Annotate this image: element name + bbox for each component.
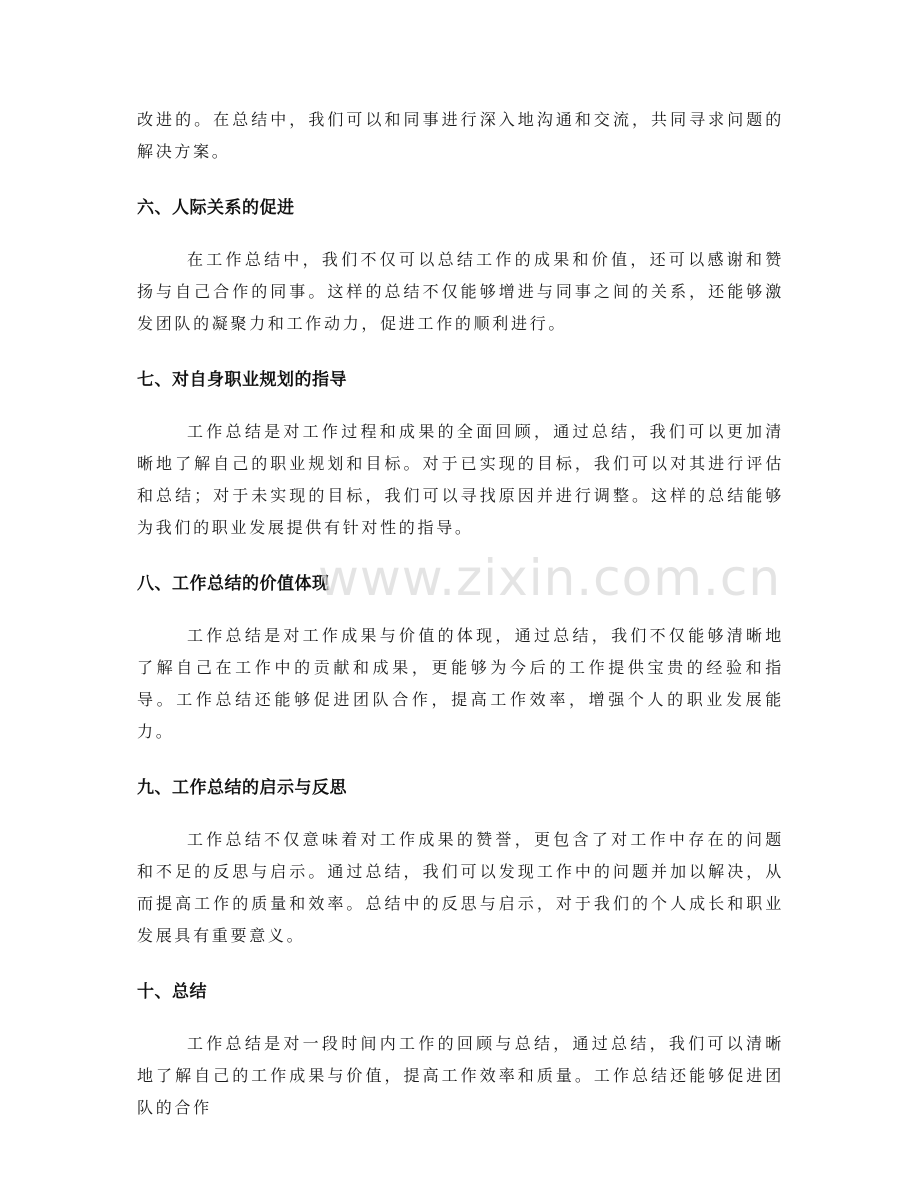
section-6-body: 在工作总结中，我们不仅可以总结工作的成果和价值，还可以感谢和赞扬与自己合作的同事。这样的总结不仅能够增进与同事之间的关系，还能够激发团队的凝聚力和工作动力，促进工作的顺利进行。 (137, 250, 784, 333)
section-7-body: 工作总结是对工作过程和成果的全面回顾，通过总结，我们可以更加清晰地了解自己的职业规划和目标。对于已实现的目标，我们可以对其进行评估和总结；对于未实现的目标，我们可以寻找原因并进行调整。这样的总结能够为我们的职业发展提供有针对性的指导。 (137, 422, 784, 537)
section-10-body: 工作总结是对一段时间内工作的回顾与总结，通过总结，我们可以清晰地了解自己的工作成果与价值，提高工作效率和质量。工作总结还能够促进团队的合作 (137, 1034, 784, 1117)
section-6-heading: 六、人际关系的促进 (137, 198, 295, 218)
intro-paragraph: 改进的。在总结中，我们可以和同事进行深入地沟通和交流，共同寻求问题的解决方案。 (137, 110, 784, 161)
section-9-heading: 九、工作总结的启示与反思 (137, 778, 347, 798)
section-7-heading: 七、对自身职业规划的指导 (137, 370, 347, 390)
section-8-body: 工作总结是对工作成果与价值的体现，通过总结，我们不仅能够清晰地了解自己在工作中的贡献和成果，更能够为今后的工作提供宝贵的经验和指导。工作总结还能够促进团队合作，提高工作效率，增强个人的职业发展能力。 (137, 626, 784, 741)
section-8-heading: 八、工作总结的价值体现 (137, 574, 330, 594)
section-10-heading: 十、总结 (137, 982, 207, 1002)
watermark: www.zixin.com.cn (318, 549, 782, 607)
section-9-body: 工作总结不仅意味着对工作成果的赞誉，更包含了对工作中存在的问题和不足的反思与启示。通过总结，我们可以发现工作中的问题并加以解决，从而提高工作的质量和效率。总结中的反思与启示，对于我们的个人成长和职业发展具有重要意义。 (137, 830, 784, 945)
